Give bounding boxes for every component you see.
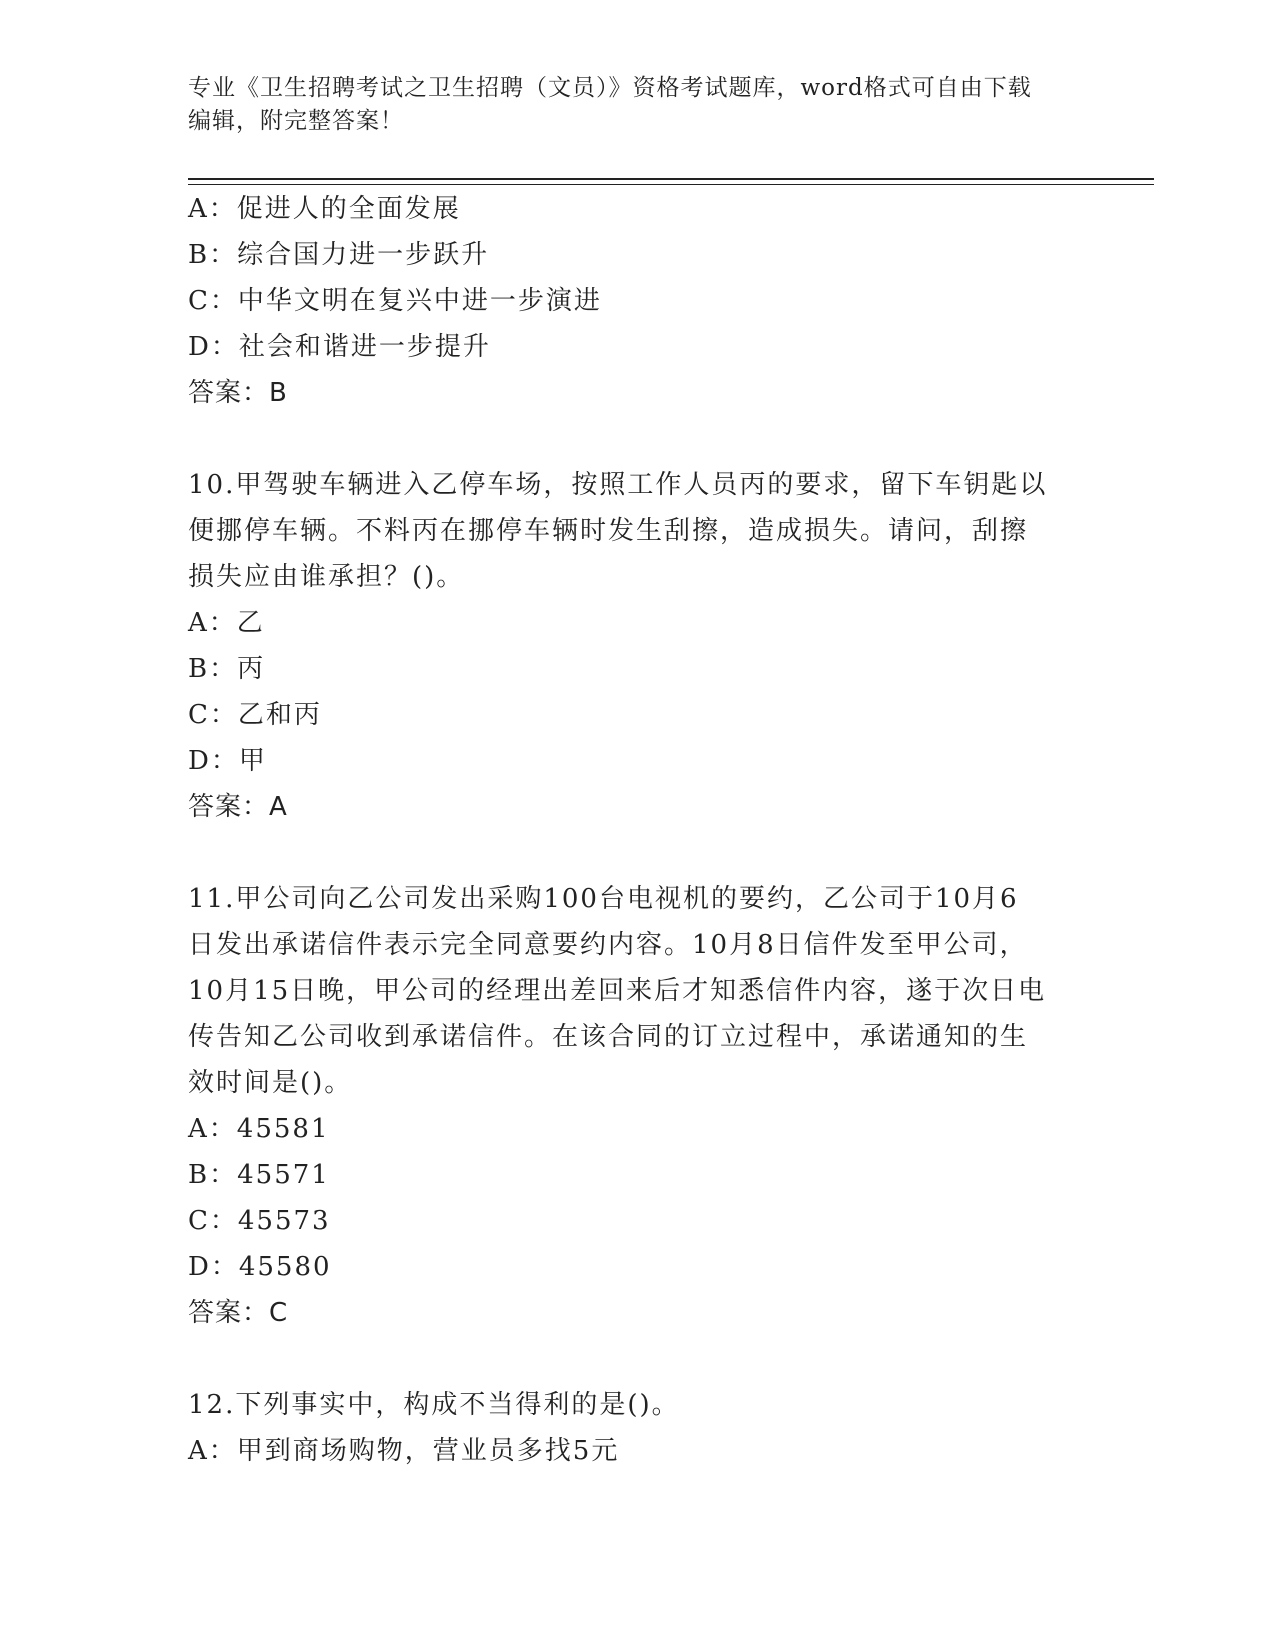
question-stem-line: 10月15日晚，甲公司的经理出差回来后才知悉信件内容，遂于次日电 <box>188 976 1047 1006</box>
question-stem-line: 12.下列事实中，构成不当得利的是()。 <box>188 1390 680 1420</box>
document-header <box>188 72 1068 138</box>
option-b: B：丙 <box>188 654 266 684</box>
answer: 答案：B <box>188 378 288 408</box>
option-d: D：社会和谐进一步提升 <box>188 332 491 362</box>
option-c: C：45573 <box>188 1206 331 1236</box>
header-line-1: 专业《卫生招聘考试之卫生招聘（文员）》资格考试题库，word格式可自由下载 <box>188 75 1032 101</box>
question-12 <box>188 1382 1088 1474</box>
header-rule-thin <box>188 184 1154 185</box>
option-b: B：综合国力进一步跃升 <box>188 240 490 270</box>
option-d: D：甲 <box>188 746 267 776</box>
option-a: A：乙 <box>188 608 265 638</box>
question-stem-line: 传告知乙公司收到承诺信件。在该合同的订立过程中，承诺通知的生 <box>188 1022 1029 1052</box>
question-stem-line: 日发出承诺信件表示完全同意要约内容。10月8日信件发至甲公司， <box>188 930 1028 960</box>
question-11 <box>188 876 1088 1336</box>
question-stem-line: 便挪停车辆。不料丙在挪停车辆时发生刮擦，造成损失。请问，刮擦 <box>188 516 1029 546</box>
option-a: A：45581 <box>188 1114 330 1144</box>
question-stem-line: 效时间是()。 <box>188 1068 353 1098</box>
option-a: A：促进人的全面发展 <box>188 194 461 224</box>
question-stem-line: 10.甲驾驶车辆进入乙停车场，按照工作人员丙的要求，留下车钥匙以 <box>188 470 1048 500</box>
answer: 答案：A <box>188 792 288 822</box>
header-line-2: 编辑，附完整答案！ <box>188 108 404 134</box>
option-c: C：乙和丙 <box>188 700 322 730</box>
question-stem-line: 损失应由谁承担？()。 <box>188 562 465 592</box>
spacer <box>188 416 1088 462</box>
option-d: D：45580 <box>188 1252 332 1282</box>
option-a: A：甲到商场购物，营业员多找5元 <box>188 1436 620 1466</box>
spacer <box>188 830 1088 876</box>
option-c: C：中华文明在复兴中进一步演进 <box>188 286 602 316</box>
question-10 <box>188 462 1088 830</box>
spacer <box>188 1336 1088 1382</box>
question-stem-line: 11.甲公司向乙公司发出采购100台电视机的要约，乙公司于10月6 <box>188 884 1019 914</box>
option-b: B：45571 <box>188 1160 330 1190</box>
header-rule-thick <box>188 178 1154 180</box>
question-list <box>188 186 1088 1474</box>
question-9 <box>188 186 1088 416</box>
answer: 答案：C <box>188 1298 289 1328</box>
